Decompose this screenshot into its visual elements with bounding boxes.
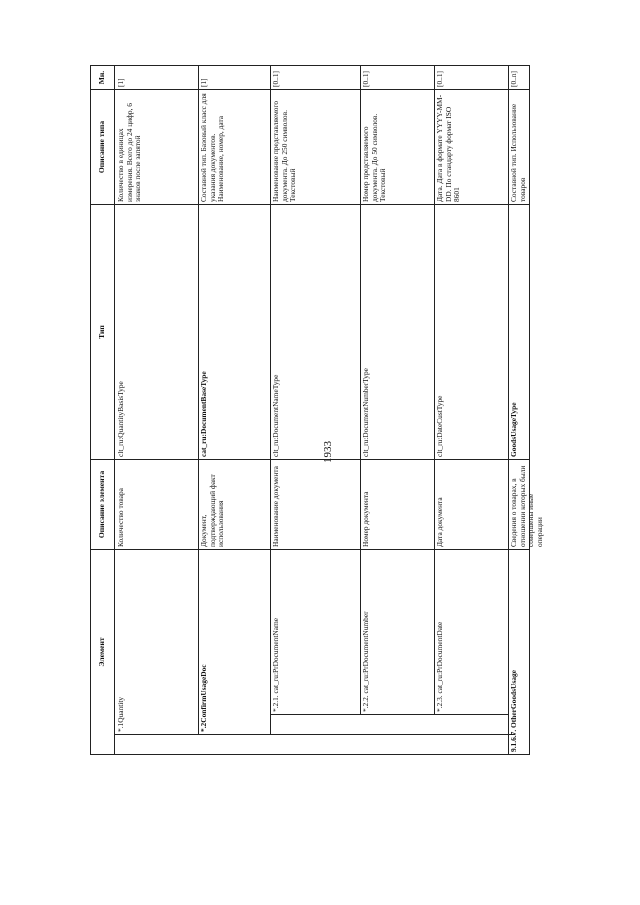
type-description: Номер представляемого документа. До 50 символов. Текстовый [361, 113, 388, 202]
element-name: cat_ru:PrDocumentName [271, 617, 280, 694]
multiplicity: [0..1] [271, 70, 280, 87]
type-description: Наименование представляемого документа. До 250 символов. Текстовый [271, 100, 298, 202]
grid-line [115, 754, 530, 755]
header-type-description: Описание типа [91, 89, 114, 204]
page-number: 1933 [322, 441, 334, 463]
type-description: Количество в единицах измерения. Всего до 24 цифр, 6 знаков после запятой [116, 102, 143, 202]
element-type: clt_ru:DocumentNameType [271, 374, 280, 457]
element-type: clt_ru:QuantityBasisType [116, 381, 125, 457]
element-name: cat_ru:PrDocumentDate [435, 621, 444, 694]
element-description: Дата документа [435, 497, 444, 547]
element-type: GoodsUsageType [509, 402, 518, 457]
header-element: Элемент [91, 549, 114, 754]
type-description: Дата. Дата в формате YYYY-MM-DD. По стандарту формат ISO 8601 [435, 94, 462, 202]
multiplicity: [1] [199, 78, 208, 87]
table-row [434, 550, 508, 715]
multiplicity: [0..n] [509, 70, 518, 87]
element-type: clt_ru:DateCustType [435, 395, 444, 457]
table-row [360, 550, 434, 715]
element-description: Количество товара [116, 488, 125, 547]
element-name: Quantity [116, 696, 125, 723]
element-type: cat_ru:DocumentBaseType [199, 371, 208, 457]
row-number: *.2.1. [271, 695, 280, 712]
element-description: Номер документа [361, 491, 370, 547]
grid-line [529, 66, 530, 755]
element-name: OtherGoodsUsage [509, 670, 518, 728]
header-multiplicity: Мн. [97, 70, 107, 85]
table-row [270, 550, 360, 715]
multiplicity: [0..1] [361, 70, 370, 87]
element-description: Наименование документа [271, 466, 280, 547]
multiplicity: [0..1] [435, 70, 444, 87]
element-name: ConfirmUsageDoc [199, 664, 208, 723]
table-header [90, 65, 115, 755]
schema-table [90, 65, 545, 755]
table-row [115, 550, 198, 735]
type-description: Составной тип. Базовый класс для указания документов. Наименование, номер, дата [199, 93, 226, 202]
row-number: *.1 [116, 722, 125, 732]
header-type: Тип [91, 204, 114, 459]
element-type: clt_ru:DocumentNumberType [361, 368, 370, 457]
table-row [198, 550, 270, 735]
header-element-description: Описание элемента [91, 459, 114, 549]
multiplicity: [1] [116, 78, 125, 87]
row-number: 9.1.6.7. [509, 729, 518, 752]
table-row [508, 550, 529, 755]
row-number: *.2.2. [361, 695, 370, 712]
row-number: *.2 [199, 722, 208, 732]
element-name: cat_ru:PrDocumentNumber [361, 611, 370, 694]
rotated-table-frame [90, 65, 545, 755]
element-description: Документ, подтверждающий факт использования [199, 474, 226, 547]
row-number: *.2.3. [435, 695, 444, 712]
element-description: Сведения о товарах, в отношении которых были совершены иные операции [509, 465, 545, 547]
type-description: Составной тип. Использование товаров [509, 103, 527, 202]
